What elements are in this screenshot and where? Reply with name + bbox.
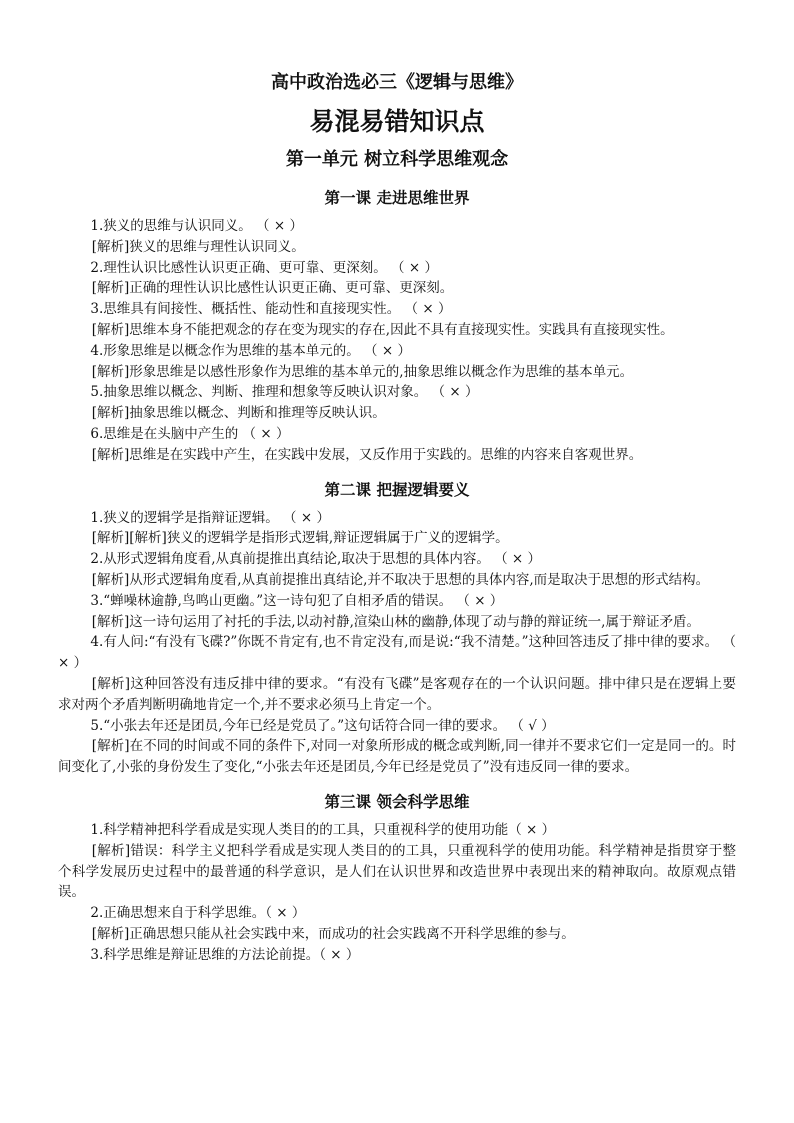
lesson-heading: 第一课 走进思维世界	[324, 189, 470, 207]
analysis-item: [解析]正确的理性认识比感性认识更正确、更可靠、更深刻。	[91, 280, 454, 297]
analysis-item: [解析]思维本身不能把观念的存在变为现实的存在,因此不具有直接现实性。实践具有直接现实性。	[91, 321, 674, 338]
question-item: 4.有人问:“有没有飞碟?”你既不肯定有,也不肯定没有,而是说:“我不清楚。”这种回答违反了排中律的要求。 （ × ）	[58, 634, 736, 672]
analysis-item: [解析]狭义的思维与理性认识同义。	[91, 238, 305, 255]
analysis-item: [解析]在不同的时间或不同的条件下,对同一对象所形成的概念或判断,同一律并不要求它们一定是同一的。时间变化了,小张的身份发生了变化,“小张去年还是团员,今年已经是党员了”没有违反同一律的要求。	[58, 738, 736, 776]
question-item: 4.形象思维是以概念作为思维的基本单元的。 （ × ）	[90, 342, 411, 359]
question-item: 2.理性认识比感性认识更正确、更可靠、更深刻。 （ × ）	[90, 259, 438, 276]
analysis-item: [解析]错误：科学主义把科学看成是实现人类目的的工具，只重视科学的使用功能。科学精神是指贯穿于整个科学发展历史过程中的最普通的科学意识，是人们在认识世界和改造世界中表现出来的精神取向。故原观点错误。	[58, 842, 736, 901]
question-item: 5.抽象思维以概念、判断、推理和想象等反映认识对象。 （ × ）	[90, 384, 479, 401]
analysis-item: [解析]这种回答没有违反排中律的要求。“有没有飞碟”是客观存在的一个认识问题。排中律只是在逻辑上要求对两个矛盾判断明确地肯定一个,并不要求必须马上肯定一个。	[58, 675, 736, 713]
lesson-heading: 第三课 领会科学思维	[324, 792, 470, 811]
question-item: 1.狭义的逻辑学是指辩证逻辑。 （ × ）	[90, 509, 330, 526]
question-item: 1.狭义的思维与认识同义。 （ × ）	[90, 218, 303, 234]
analysis-item: [解析][解析]狭义的逻辑学是指形式逻辑,辩证逻辑属于广义的逻辑学。	[91, 530, 509, 547]
question-item: 3.思维具有间接性、概括性、能动性和直接现实性。 （ × ）	[90, 301, 452, 318]
question-item: 5.“小张去年还是团员,今年已经是党员了。”这句话符合同一律的要求。 （ √ ）	[90, 717, 555, 734]
question-item: 2.正确思想来自于科学思维。（ × ）	[90, 905, 306, 922]
analysis-item: [解析]正确思想只能从社会实践中来，而成功的社会实践离不开科学思维的参与。	[91, 925, 575, 942]
question-item: 2.从形式逻辑角度看,从真前提推出真结论,取决于思想的具体内容。 （ × ）	[90, 551, 542, 568]
analysis-item: [解析]从形式逻辑角度看,从真前提推出真结论,并不取决于思想的具体内容,而是取决于思想的形式结构。	[91, 571, 710, 588]
lesson-heading: 第二课 把握逻辑要义	[324, 480, 470, 499]
lesson-1	[58, 186, 736, 466]
unit-heading: 第一单元 树立科学思维观念	[285, 149, 509, 170]
question-item: 3.科学思维是辩证思维的方法论前提。（ × ）	[90, 946, 360, 963]
analysis-item: [解析]思维是在实践中产生，在实践中发展，又反作用于实践的。思维的内容来自客观世界。	[91, 446, 643, 463]
analysis-item: [解析]这一诗句运用了衬托的手法,以动衬静,渲染山林的幽静,体现了动与静的辩证统一,属于辩证矛盾。	[91, 613, 700, 630]
question-item: 1.科学精神把科学看成是实现人类目的的工具，只重视科学的使用功能（ × ）	[90, 821, 556, 838]
lesson-3	[58, 790, 736, 966]
analysis-item: [解析]形象思维是以感性形象作为思维的基本单元的,抽象思维以概念作为思维的基本单元。	[91, 363, 634, 380]
document-subtitle: 易混易错知识点	[309, 107, 485, 136]
question-item: 3.“蝉噪林逾静,鸟鸣山更幽。”这一诗句犯了自相矛盾的错误。 （ × ）	[90, 592, 504, 609]
question-item: 6.思维是在头脑中产生的 （ × ）	[90, 425, 290, 442]
document-title: 高中政治选必三《逻辑与思维》	[271, 72, 523, 93]
analysis-item: [解析]抽象思维以概念、判断和推理等反映认识。	[91, 405, 386, 422]
lesson-2	[58, 478, 736, 778]
